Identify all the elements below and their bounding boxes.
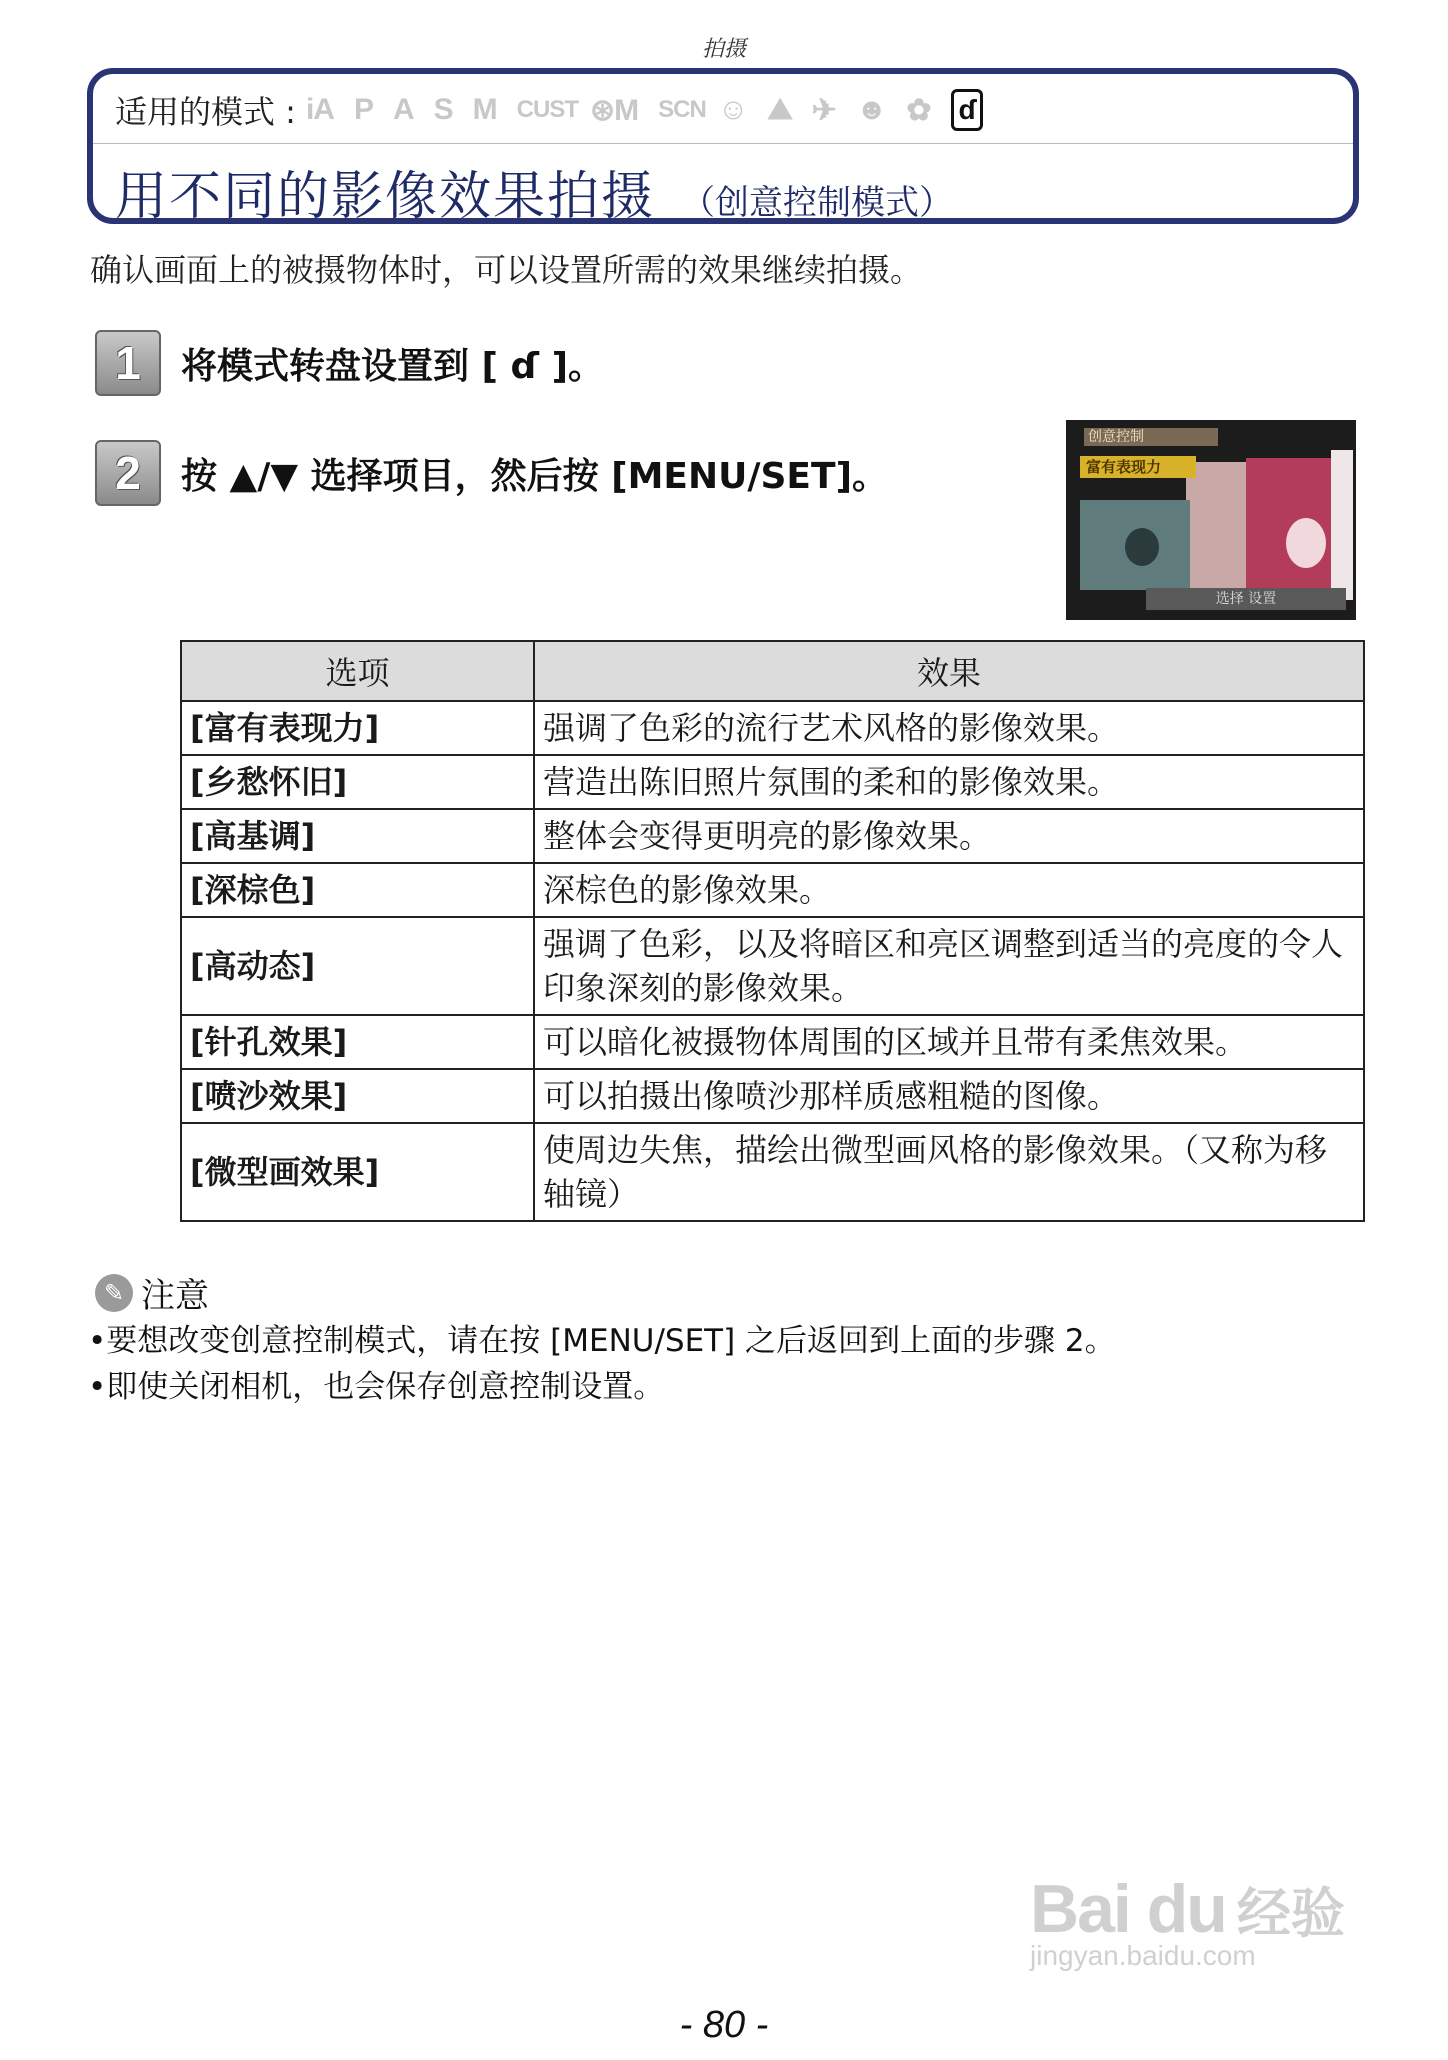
creative-video-icon: ⊛M [590, 93, 639, 127]
note-list [88, 1318, 1116, 1410]
option-cell: [针孔效果] [181, 1015, 534, 1069]
effect-cell: 整体会变得更明亮的影像效果。 [534, 809, 1364, 863]
option-cell: [富有表现力] [181, 701, 534, 755]
note-heading [95, 1268, 209, 1317]
effect-cell: 强调了色彩，以及将暗区和亮区调整到适当的亮度的令人印象深刻的影像效果。 [534, 917, 1364, 1015]
table-header-row [181, 641, 1364, 701]
screen-selected-item: 富有表现力 [1080, 456, 1196, 478]
header-effect: 效果 [534, 641, 1364, 701]
step-text-2: 按 ▲/▼ 选择项目，然后按 [MENU/SET]。 [181, 455, 889, 497]
screen-bg-white [1331, 450, 1353, 600]
option-cell: [高基调] [181, 809, 534, 863]
effect-cell: 深棕色的影像效果。 [534, 863, 1364, 917]
note-heading-text: 注意 [141, 1276, 209, 1316]
effects-table [180, 640, 1365, 1222]
header-option: 选项 [181, 641, 534, 701]
step-1 [95, 330, 604, 396]
effect-cell: 使周边失焦，描绘出微型画风格的影像效果。（又称为移轴镜） [534, 1123, 1364, 1221]
table-row [181, 863, 1364, 917]
step-number-1: 1 [95, 330, 161, 396]
table-body [181, 701, 1364, 1221]
pencil-note-icon: ✎ [95, 1274, 133, 1312]
step-number-2: 2 [95, 440, 161, 506]
table-row [181, 1015, 1364, 1069]
note-item: •要想改变创意控制模式，请在按 [MENU/SET] 之后返回到上面的步骤 2。 [88, 1323, 1116, 1359]
option-cell: [微型画效果] [181, 1123, 534, 1221]
option-cell: [深棕色] [181, 863, 534, 917]
table-row [181, 1069, 1364, 1123]
applicable-modes-label: 适用的模式 : [115, 93, 296, 131]
screen-bg-teal [1080, 500, 1190, 590]
scene-mode-icon: SCN [658, 96, 706, 123]
custom-mode-icon: CUST [516, 96, 579, 123]
step-2 [95, 440, 888, 506]
baidu-watermark [1030, 1870, 1345, 1972]
watermark-url: jingyan.baidu.com [1030, 1940, 1256, 1971]
section-title: 拍摄 [701, 37, 746, 62]
page-number: - 80 - [679, 2004, 769, 2046]
p-mode-icon: P [353, 93, 373, 126]
intro-text: 确认画面上的被摄物体时，可以设置所需的效果继续拍摄。 [90, 251, 923, 289]
screen-guide-bar: 选择 设置 [1146, 588, 1346, 610]
table-row [181, 1123, 1364, 1221]
scenery-icon: ⛰ [767, 93, 792, 126]
effect-cell: 可以暗化被摄物体周围的区域并且带有柔焦效果。 [534, 1015, 1364, 1069]
applicable-modes-row [115, 86, 1333, 134]
watermark-logo: Bai du [1030, 1871, 1226, 1947]
page-title [115, 154, 954, 227]
option-cell: [乡愁怀旧] [181, 755, 534, 809]
table-row [181, 917, 1364, 1015]
option-cell: [喷沙效果] [181, 1069, 534, 1123]
m-mode-icon: M [472, 93, 497, 126]
a-mode-icon: A [392, 93, 414, 126]
mode-box [87, 68, 1359, 227]
s-mode-icon: S [433, 93, 453, 126]
camera-screen-image [1066, 420, 1356, 620]
intelligent-auto-icon: iA [305, 93, 334, 126]
table-row [181, 755, 1364, 809]
effect-cell: 营造出陈旧照片氛围的柔和的影像效果。 [534, 755, 1364, 809]
option-cell: [高动态] [181, 917, 534, 1015]
note-item: •即使关闭相机，也会保存创意控制设置。 [88, 1369, 665, 1405]
effect-cell: 强调了色彩的流行艺术风格的影像效果。 [534, 701, 1364, 755]
portrait-icon: ☺ [717, 93, 748, 126]
effect-cell: 可以拍摄出像喷沙那样质感粗糙的图像。 [534, 1069, 1364, 1123]
page-title-sub: （创意控制模式） [681, 183, 954, 223]
divider [93, 143, 1353, 144]
creative-control-icon: ɗ [951, 89, 983, 131]
step-text-1: 将模式转盘设置到 [ ɗ ]。 [181, 345, 605, 387]
table-row [181, 809, 1364, 863]
mode-icon-list [306, 89, 1003, 131]
pet-icon: ✿ [906, 93, 931, 127]
baby-icon: ☻ [855, 93, 887, 126]
table-row [181, 701, 1364, 755]
sports-icon: ✈ [811, 93, 836, 127]
screen-menu-title: 创意控制 [1084, 428, 1218, 446]
page-title-main: 用不同的影像效果拍摄 [115, 167, 656, 227]
watermark-cn: 经验 [1236, 1882, 1345, 1945]
